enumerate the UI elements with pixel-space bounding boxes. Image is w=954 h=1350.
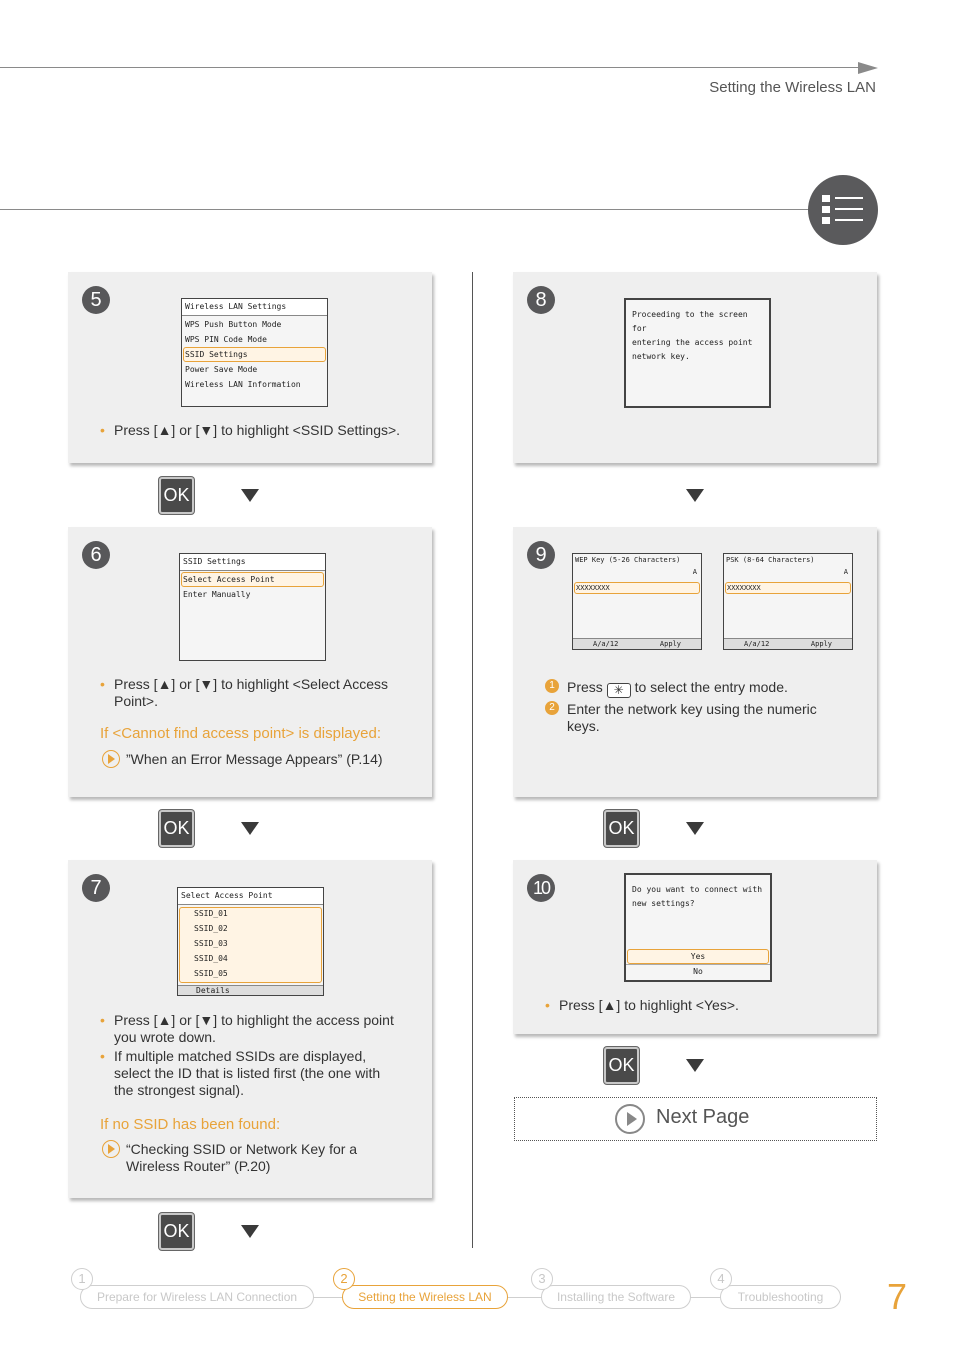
lcd-message-line: Do you want to connect with xyxy=(632,885,763,894)
instruction-text xyxy=(114,1048,380,1099)
nav-connector xyxy=(508,1297,542,1298)
lcd-title: Select Access Point xyxy=(178,888,323,905)
lcd-item: SSID Settings xyxy=(185,350,248,359)
nav-step-3[interactable]: Installing the Software xyxy=(541,1285,691,1309)
nav-step-1[interactable]: Prepare for Wireless LAN Connection xyxy=(80,1285,314,1309)
lcd-footer-right: Apply xyxy=(810,640,832,648)
lcd-title: SSID Settings xyxy=(180,554,325,571)
instruction-line: you wrote down. xyxy=(114,1029,216,1045)
reference-arrow-icon xyxy=(102,1140,120,1158)
down-arrow-icon xyxy=(686,1059,704,1072)
lcd-item: SSID_05 xyxy=(194,969,228,978)
lcd-item: SSID_03 xyxy=(194,939,228,948)
step-7-panel xyxy=(68,860,432,1198)
lcd-screen xyxy=(181,298,328,407)
lcd-message-line: new settings? xyxy=(632,899,695,908)
lcd-mode: A xyxy=(843,568,848,576)
lcd-message xyxy=(626,875,770,919)
lcd-footer-left: A/a/12 xyxy=(593,640,619,648)
lcd-message-line: Proceeding to the screen for xyxy=(632,310,748,333)
condition-heading: If <Cannot find access point> is displayed: xyxy=(100,725,382,742)
lcd-title: Wireless LAN Settings xyxy=(182,299,327,316)
down-arrow-icon xyxy=(241,489,259,502)
step-5-panel xyxy=(68,272,432,463)
ok-button-icon: OK xyxy=(159,1213,194,1250)
instruction-text xyxy=(567,701,817,735)
instruction-line: keys. xyxy=(567,718,600,734)
lcd-key-value: XXXXXXXX xyxy=(727,584,761,592)
nav-step-2-number: 2 xyxy=(333,1268,355,1290)
lcd-screen-psk xyxy=(723,553,853,650)
instruction-text: • Press [▲] or [▼] to highlight <SSID Settings>. xyxy=(114,422,400,439)
lcd-footer-left: A/a/12 xyxy=(744,640,770,648)
lcd-item: WPS PIN Code Mode xyxy=(185,335,267,344)
lcd-title: PSK (8-64 Characters) xyxy=(726,556,815,564)
down-arrow-icon xyxy=(686,822,704,835)
down-arrow-icon xyxy=(241,822,259,835)
step-number: 5 xyxy=(82,286,110,314)
step-number: 7 xyxy=(82,874,110,902)
header-arrow-icon xyxy=(858,62,878,74)
lcd-footer-right: Apply xyxy=(659,640,681,648)
lcd-title: WEP Key (5-26 Characters) xyxy=(575,556,681,564)
column-divider xyxy=(472,272,473,1248)
condition-heading: If no SSID has been found: xyxy=(100,1116,281,1133)
next-page-button[interactable] xyxy=(514,1097,877,1141)
step-number: 6 xyxy=(82,541,110,569)
instruction-line: the strongest signal). xyxy=(114,1082,244,1098)
lcd-screen xyxy=(624,298,771,408)
reference-line: Wireless Router” (P.20) xyxy=(126,1158,271,1174)
nav-step-3-number: 3 xyxy=(531,1268,553,1290)
reference-link[interactable] xyxy=(126,1141,357,1175)
ok-button-icon: OK xyxy=(604,810,639,847)
step-10-panel xyxy=(513,860,877,1034)
lcd-message-line: network key. xyxy=(632,352,690,361)
lcd-message-line: entering the access point xyxy=(632,338,753,347)
lcd-item: Power Save Mode xyxy=(185,365,258,374)
lcd-option-no: No xyxy=(626,964,770,978)
lcd-item: SSID_04 xyxy=(194,954,228,963)
lcd-item: WPS Push Button Mode xyxy=(185,320,282,329)
nav-step-4-number: 4 xyxy=(710,1268,732,1290)
lcd-item: SSID_02 xyxy=(194,924,228,933)
lcd-footer: Details xyxy=(178,985,323,995)
instruction-text xyxy=(114,1012,394,1046)
instruction-line: select the ID that is listed first (the one with xyxy=(114,1065,381,1081)
list-menu-icon[interactable] xyxy=(808,175,878,245)
section-title: Setting the Wireless LAN xyxy=(709,79,876,96)
lcd-screen xyxy=(624,873,772,982)
instruction-text xyxy=(567,679,788,698)
header-rule xyxy=(0,67,862,68)
section-rule xyxy=(0,209,820,210)
nav-step-1-number: 1 xyxy=(71,1268,93,1290)
asterisk-key-icon: ✳ xyxy=(607,683,631,698)
step-9-panel xyxy=(513,527,877,797)
step-number: 9 xyxy=(527,541,555,569)
lcd-item: Wireless LAN Information xyxy=(185,380,301,389)
lcd-option-yes: Yes xyxy=(690,952,706,961)
instruction-line: Point>. xyxy=(114,693,158,709)
lcd-footer xyxy=(724,638,852,649)
instruction-text xyxy=(114,676,388,710)
instruction-line: Enter the network key using the numeric xyxy=(567,701,817,717)
down-arrow-icon xyxy=(241,1225,259,1238)
instruction-line: • Press [▲] or [▼] to highlight the access point xyxy=(114,1012,394,1028)
step-number: 8 xyxy=(527,286,555,314)
ok-button-icon: OK xyxy=(159,810,194,847)
lcd-item: SSID_01 xyxy=(194,909,228,918)
lcd-item: Select Access Point xyxy=(183,575,275,584)
nav-connector xyxy=(690,1297,722,1298)
page-number: 7 xyxy=(887,1276,908,1317)
nav-step-4[interactable]: Troubleshooting xyxy=(720,1285,841,1309)
lcd-message xyxy=(626,300,769,372)
nav-step-2[interactable]: Setting the Wireless LAN xyxy=(342,1285,508,1309)
ok-button-icon: OK xyxy=(604,1047,639,1084)
lcd-footer xyxy=(573,638,701,649)
next-page-label: Next Page xyxy=(656,1106,750,1128)
instruction-fragment: to select the entry mode. xyxy=(634,679,788,695)
nav-connector xyxy=(313,1297,343,1298)
ok-button-icon: OK xyxy=(159,477,194,514)
reference-arrow-icon xyxy=(102,750,120,768)
lcd-screen-wep xyxy=(572,553,702,650)
lcd-mode: A xyxy=(692,568,697,576)
lcd-screen xyxy=(179,553,326,661)
lcd-key-value: XXXXXXXX xyxy=(576,584,610,592)
instruction-line: • Press [▲] or [▼] to highlight <Select Access xyxy=(114,676,388,692)
reference-link[interactable]: ”When an Error Message Appears” (P.14) xyxy=(126,751,383,767)
instruction-text: • Press [▲] to highlight <Yes>. xyxy=(559,997,739,1014)
instruction-fragment: Press xyxy=(567,679,603,695)
reference-line: “Checking SSID or Network Key for a xyxy=(126,1141,358,1157)
step-8-panel xyxy=(513,272,877,463)
down-arrow-icon xyxy=(686,489,704,502)
arrow-right-circle-icon xyxy=(615,1104,645,1134)
step-number: 10 xyxy=(527,874,555,902)
step-circle-1: 1 xyxy=(545,679,559,693)
instruction-line: • If multiple matched SSIDs are displayed, xyxy=(114,1048,367,1064)
lcd-item: Enter Manually xyxy=(183,590,251,599)
step-circle-2: 2 xyxy=(545,701,559,715)
step-6-panel xyxy=(68,527,432,797)
lcd-screen xyxy=(177,887,324,996)
